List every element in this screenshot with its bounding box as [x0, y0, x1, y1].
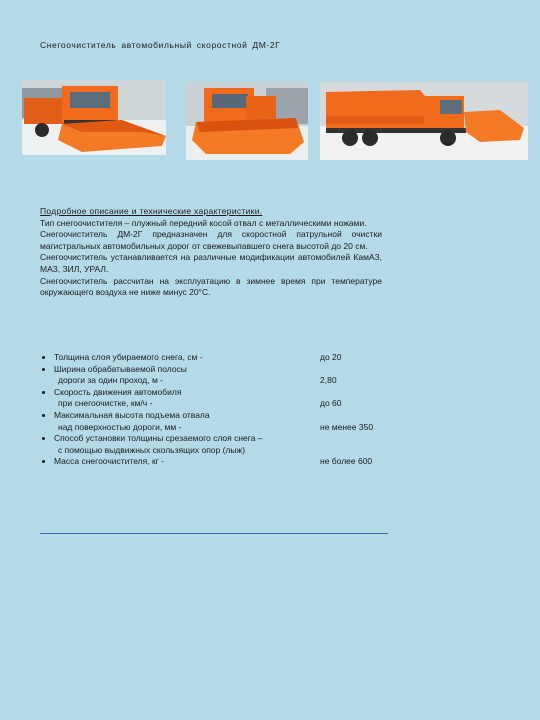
spec-item — [40, 433, 390, 456]
divider-line — [40, 533, 388, 534]
spec-label-continued: над поверхностью дороги, мм - — [58, 421, 182, 432]
spec-item — [40, 364, 390, 387]
spec-label: Способ установки толщины срезаемого слоя снега – — [54, 433, 263, 444]
spec-value: до 60 — [320, 398, 342, 409]
truck-photo-front — [22, 80, 166, 155]
spec-label: Скорость движения автомобиля — [54, 386, 182, 397]
spec-label-continued: с помощью выдвижных скользящих опор (лыж) — [58, 444, 246, 455]
spec-label: Максимальная высота подъема отвала — [54, 409, 210, 420]
description-paragraph: Снегоочиститель рассчитан на эксплуатацию в зимнее время при температуре окружающего воздуха не ниже минус 20°С. — [40, 275, 382, 298]
spec-item — [40, 456, 390, 468]
spec-value — [320, 445, 390, 457]
spec-label-continued: дороги за один проход, м - — [58, 375, 164, 386]
description-paragraph: Снегоочиститель устанавливается на различные модификации автомобилей КамАЗ, МАЗ, ЗИЛ, УРАЛ. — [40, 252, 382, 274]
description-heading: Подробное описание и технические характеристики. — [40, 206, 263, 216]
spec-value: до 20 — [320, 352, 342, 362]
description-paragraph: Снегоочиститель ДМ-2Г предназначен для скоростной патрульной очистки магистральных автомобильных дорог от свежевыпавшего снега высотой до 20 см. — [40, 229, 382, 251]
page-title: Снегоочиститель автомобильный скоростной ДМ-2Г — [40, 40, 281, 50]
spec-value: 2,80 — [320, 375, 337, 386]
truck-photo-plow — [186, 82, 308, 160]
spec-value: не более 600 — [320, 456, 373, 467]
spec-label: Ширина обрабатываемой полосы — [54, 363, 187, 374]
spec-item — [40, 410, 390, 433]
spec-label: Толщина слоя убираемого снега, см - — [54, 352, 203, 362]
description-block — [40, 206, 382, 299]
spec-item — [40, 352, 390, 364]
description-paragraph: Тип снегоочистителя – плужный передний косой отвал с металлическими ножами. — [40, 217, 367, 228]
spec-item — [40, 387, 390, 410]
spec-label: Масса снегоочистителя, кг - — [54, 456, 164, 467]
specs-list — [40, 352, 390, 468]
spec-value: не менее 350 — [320, 421, 374, 432]
truck-photo-side — [320, 82, 528, 160]
spec-label-continued: при снегоочистке, км/ч - — [58, 398, 153, 409]
